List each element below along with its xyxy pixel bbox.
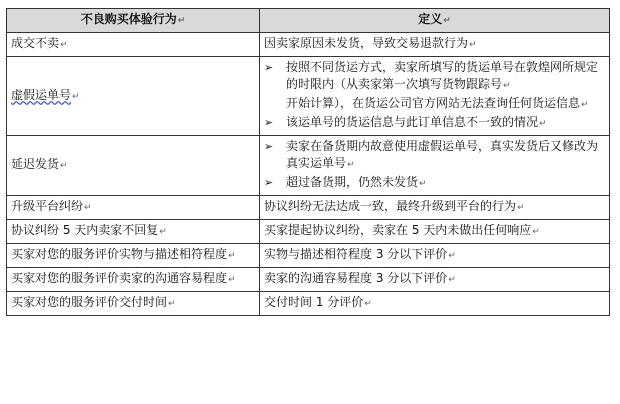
behavior-cell: 虚假运单号↵ bbox=[7, 57, 260, 136]
table-row bbox=[7, 244, 610, 268]
behavior-cell: 成交不卖↵ bbox=[7, 33, 260, 57]
definition-cell bbox=[260, 57, 610, 136]
table-row bbox=[7, 220, 610, 244]
arrow-bullet-icon: ➢ bbox=[264, 116, 274, 129]
behavior-cell: 升级平台纠纷↵ bbox=[7, 196, 260, 220]
header-behavior: 不良购买体验行为↵ bbox=[7, 9, 260, 33]
table-row bbox=[7, 33, 610, 57]
behavior-cell: 协议纠纷 5 天内卖家不回复↵ bbox=[7, 220, 260, 244]
definition-cell: 实物与描述相符程度 3 分以下评价↵ bbox=[260, 244, 610, 268]
table-row bbox=[7, 57, 610, 136]
definition-cell: 交付时间 1 分评价↵ bbox=[260, 292, 610, 316]
bullet-item: ➢ 超过备货期，仍然未发货↵ bbox=[264, 175, 427, 189]
table-row bbox=[7, 268, 610, 292]
arrow-bullet-icon: ➢ bbox=[264, 176, 274, 189]
behavior-cell: 买家对您的服务评价实物与描述相符程度↵ bbox=[7, 244, 260, 268]
bullet-item: ➢ 卖家在备货期内故意使用虚假运单号，真实发货后又修改为真实运单号↵ bbox=[264, 139, 599, 170]
arrow-bullet-icon: ➢ bbox=[264, 61, 274, 74]
table-row bbox=[7, 292, 610, 316]
arrow-bullet-icon: ➢ bbox=[264, 140, 274, 153]
behavior-cell: 延迟发货↵ bbox=[7, 136, 260, 196]
bullet-item: ➢ 按照不同货运方式，卖家所填写的货运单号在敦煌网所规定的时限内（从卖家第一次填写货物跟踪号↵ 开始计算），在货运公司官方网站无法查询任何货运信息↵ bbox=[264, 60, 599, 110]
definition-cell bbox=[260, 136, 610, 196]
header-definition: 定义↵ bbox=[260, 9, 610, 33]
behavior-cell: 买家对您的服务评价交付时间↵ bbox=[7, 292, 260, 316]
behavior-cell: 买家对您的服务评价卖家的沟通容易程度↵ bbox=[7, 268, 260, 292]
definition-cell: 因卖家原因未发货，导致交易退款行为↵ bbox=[260, 33, 610, 57]
definition-cell: 卖家的沟通容易程度 3 分以下评价↵ bbox=[260, 268, 610, 292]
definition-cell: 买家提起协议纠纷，卖家在 5 天内未做出任何响应↵ bbox=[260, 220, 610, 244]
table-row bbox=[7, 196, 610, 220]
behavior-definition-table bbox=[6, 8, 610, 316]
table-row bbox=[7, 136, 610, 196]
bullet-item: ➢ 该运单号的货运信息与此订单信息不一致的情况↵ bbox=[264, 115, 547, 129]
table-header-row bbox=[7, 9, 610, 33]
definition-cell: 协议纠纷无法达成一致，最终升级到平台的行为↵ bbox=[260, 196, 610, 220]
